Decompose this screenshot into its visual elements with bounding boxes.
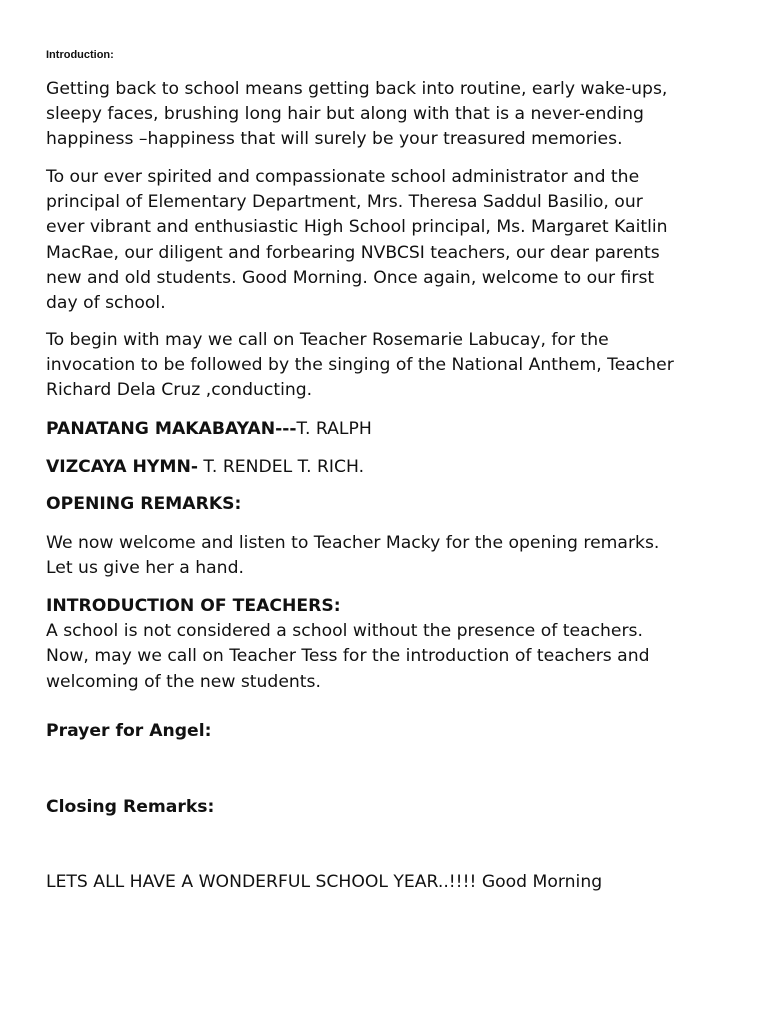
- text-line: Richard Dela Cruz ,conducting.: [46, 380, 313, 401]
- prayer-heading: Prayer for Angel:: [46, 721, 212, 741]
- text-line: Now, may we call on Teacher Tess for the introduction of teachers and: [46, 646, 650, 667]
- text-line: We now welcome and listen to Teacher Macky for the opening remarks.: [46, 533, 660, 553]
- vizcaya-hymn-line: [46, 455, 364, 480]
- panatang-value: T. RALPH: [296, 419, 372, 439]
- panatang-label: PANATANG MAKABAYAN---: [46, 419, 297, 439]
- text-line: MacRae, our diligent and forbearing NVBCSI teachers, our dear parents: [46, 242, 660, 263]
- text-line: To our ever spirited and compassionate school administrator and the: [46, 167, 640, 187]
- paragraph-back-to-school: [46, 77, 667, 153]
- text-line: To begin with may we call on Teacher Rosemarie Labucay, for the: [46, 330, 609, 350]
- introduction-of-teachers-section: [46, 594, 650, 695]
- paragraph-greetings: [46, 165, 668, 316]
- paragraph-opening-remarks: [46, 531, 659, 581]
- text-line: day of school.: [46, 293, 166, 314]
- vizcaya-value: T. RENDEL T. RICH.: [197, 457, 365, 477]
- introduction-of-teachers-heading: INTRODUCTION OF TEACHERS:: [46, 596, 341, 616]
- vizcaya-label: VIZCAYA HYMN-: [46, 457, 198, 477]
- text-line: principal of Elementary Department, Mrs. Theresa Saddul Basilio, our: [46, 192, 643, 213]
- paragraph-invocation: [46, 328, 674, 404]
- text-line: happiness –happiness that will surely be your treasured memories.: [46, 129, 623, 150]
- opening-remarks-heading: OPENING REMARKS:: [46, 494, 242, 514]
- text-line: invocation to be followed by the singing of the National Anthem, Teacher: [46, 355, 674, 376]
- text-line: new and old students. Good Morning. Once again, welcome to our first: [46, 267, 655, 288]
- closing-remarks-heading: Closing Remarks:: [46, 797, 215, 817]
- text-line: ever vibrant and enthusiastic High School principal, Ms. Margaret Kaitlin: [46, 217, 668, 238]
- introduction-heading: Introduction:: [46, 49, 114, 61]
- text-line: Getting back to school means getting back into routine, early wake-ups,: [46, 79, 668, 99]
- text-line: Let us give her a hand.: [46, 558, 244, 579]
- closing-line: LETS ALL HAVE A WONDERFUL SCHOOL YEAR..!!!! Good Morning: [46, 872, 603, 892]
- panatang-makabayan-line: [46, 417, 372, 442]
- text-line: A school is not considered a school without the presence of teachers.: [46, 621, 643, 642]
- text-line: sleepy faces, brushing long hair but along with that is a never-ending: [46, 104, 644, 125]
- text-line: welcoming of the new students.: [46, 671, 321, 692]
